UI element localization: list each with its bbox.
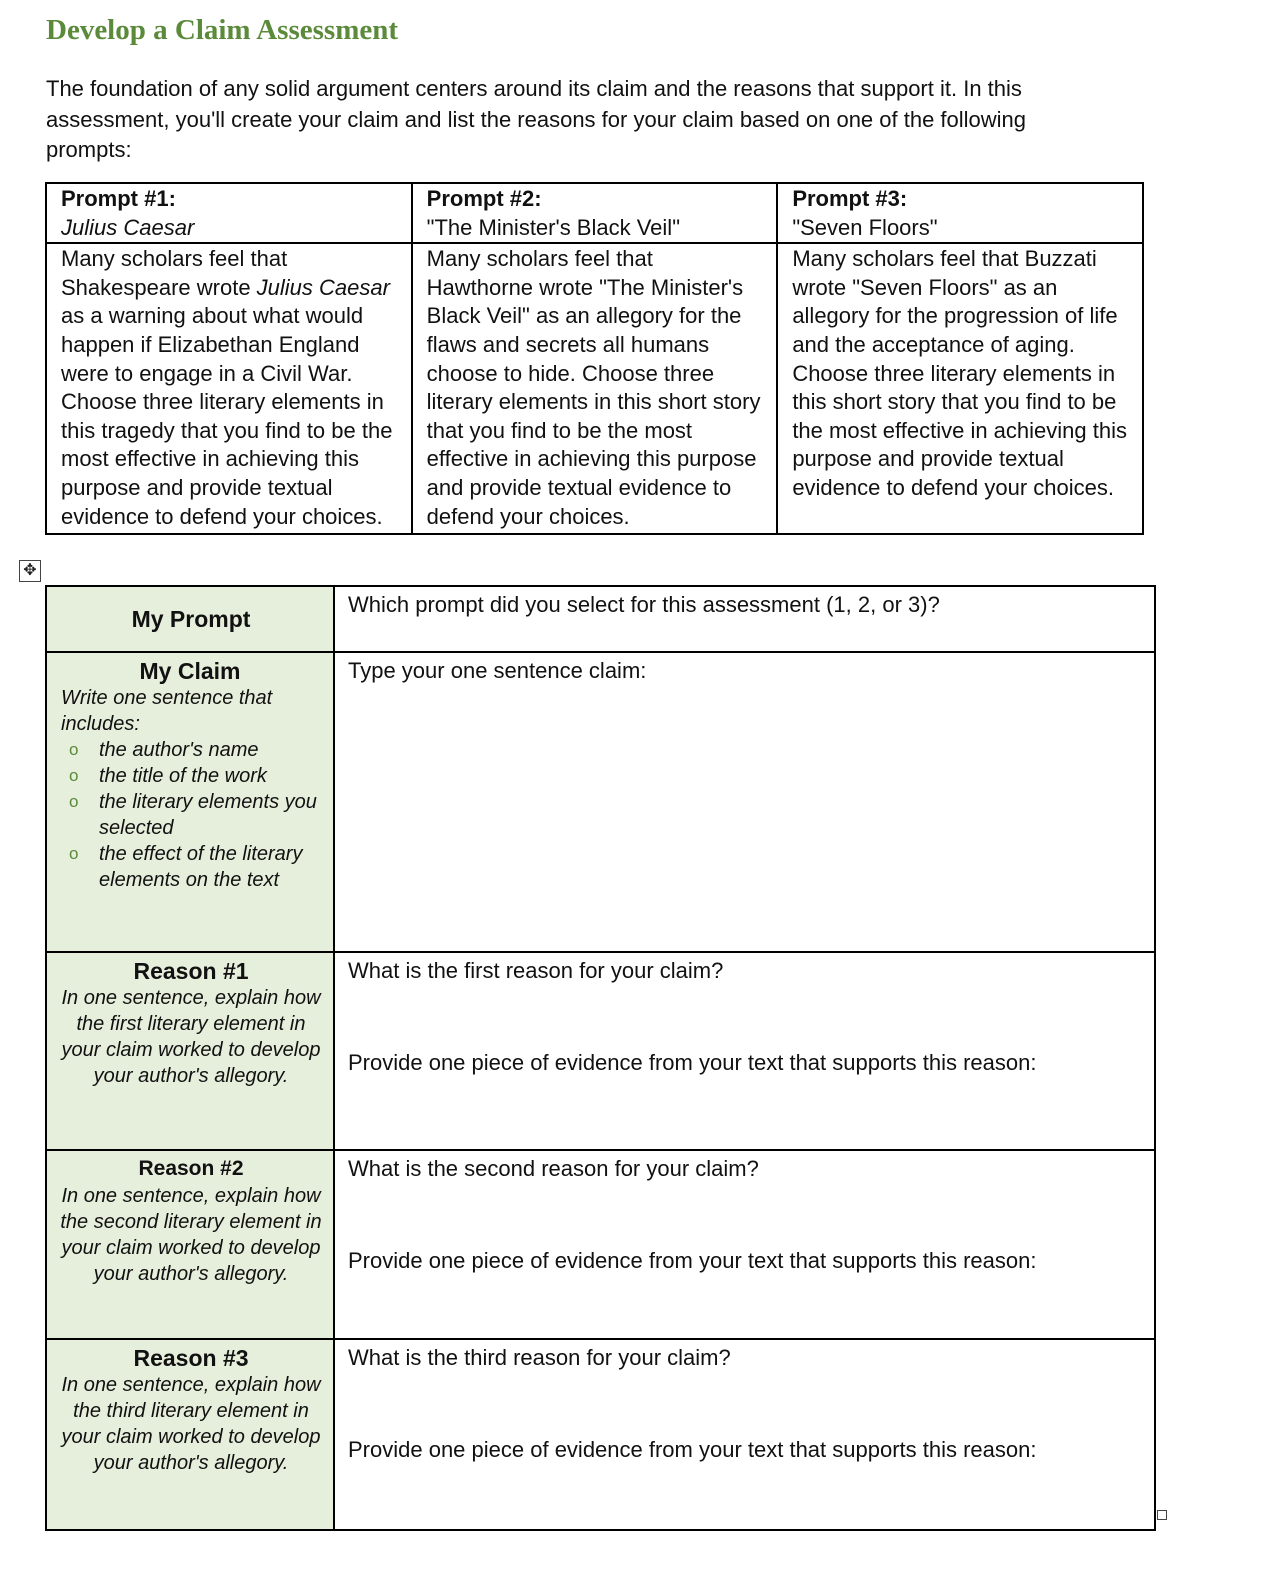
reason-3-evidence-prompt: Provide one piece of evidence from your text that supports this reason: bbox=[348, 1437, 1037, 1462]
reason-1-label: Reason #1 bbox=[133, 958, 249, 984]
reason-1-label-cell bbox=[46, 952, 334, 1150]
prompt-work-title: Julius Caesar bbox=[61, 214, 195, 240]
claim-requirements-list bbox=[59, 737, 323, 893]
reason-1-evidence-prompt: Provide one piece of evidence from your text that supports this reason: bbox=[348, 1050, 1037, 1075]
circle-bullet-icon: o bbox=[69, 740, 79, 759]
reason-2-evidence-prompt: Provide one piece of evidence from your text that supports this reason: bbox=[348, 1248, 1037, 1273]
reason-1-answer-field[interactable] bbox=[334, 952, 1155, 1150]
circle-bullet-icon: o bbox=[69, 792, 79, 811]
circle-bullet-icon: o bbox=[69, 844, 79, 863]
list-item: o the title of the work bbox=[69, 765, 267, 787]
list-item: o the literary elements you selected bbox=[69, 791, 317, 839]
reason-3-label: Reason #3 bbox=[133, 1345, 249, 1371]
my-claim-label-cell bbox=[46, 652, 334, 952]
prompt-label: Prompt #3: bbox=[792, 186, 908, 211]
table-resize-handle[interactable] bbox=[1157, 1510, 1167, 1520]
prompt-work-title: "The Minister's Black Veil" bbox=[426, 214, 680, 240]
my-prompt-question: Which prompt did you select for this assessment (1, 2, or 3)? bbox=[348, 592, 940, 617]
my-claim-answer-field[interactable] bbox=[334, 652, 1155, 952]
reason-2-label-cell bbox=[46, 1150, 334, 1339]
reason-3-answer-field[interactable] bbox=[334, 1339, 1155, 1530]
prompt-2-description: Many scholars feel that Hawthorne wrote "The Minister's Black Veil" as an allegory for the flaws and secrets all humans choose to hide. Choose three literary elements in this short story that you find to be the most effective in achieving this purpose and provide textual evidence to defend your choices. bbox=[412, 243, 778, 534]
prompt-2-header bbox=[412, 183, 778, 243]
reason-3-label-cell bbox=[46, 1339, 334, 1530]
page-title: Develop a Claim Assessment bbox=[46, 14, 399, 46]
my-prompt-label: My Prompt bbox=[131, 606, 251, 632]
prompt-label: Prompt #2: bbox=[426, 186, 542, 211]
circle-bullet-icon: o bbox=[69, 766, 79, 785]
my-claim-label: My Claim bbox=[139, 658, 241, 684]
my-claim-question: Type your one sentence claim: bbox=[348, 658, 647, 683]
reason-2-answer-field[interactable] bbox=[334, 1150, 1155, 1339]
prompt-1-description bbox=[46, 243, 412, 534]
list-item: o the author's name bbox=[69, 739, 259, 761]
prompt-desc-text: Many scholars feel that Shakespeare wrote bbox=[61, 246, 288, 300]
prompt-label: Prompt #1: bbox=[61, 186, 176, 211]
prompt-desc-text: as a warning about what would happen if Elizabethan England were to engage in a Civil War. Choose three literary elements in this tragedy that you find to be the most effective in achieving this purpose and provide textual evidence to defend your choices. bbox=[61, 303, 393, 529]
reason-3-desc: In one sentence, explain how the third literary element in your claim worked to develop your author's allegory. bbox=[61, 1374, 321, 1474]
reason-1-desc: In one sentence, explain how the first literary element in your claim worked to develop your author's allegory. bbox=[61, 987, 321, 1087]
prompt-work-title: "Seven Floors" bbox=[792, 214, 938, 240]
prompt-1-header bbox=[46, 183, 412, 243]
prompt-3-description: Many scholars feel that Buzzati wrote "Seven Floors" as an allegory for the progression of life and the acceptance of aging. Choose three literary elements in this short story that you find to be the most effective in achieving this purpose and provide textual evidence to defend your choices. bbox=[777, 243, 1143, 534]
intro-paragraph: The foundation of any solid argument centers around its claim and the reasons that support it. In this assessment, you'll create your claim and list the reasons for your claim based on one of the following prompts: bbox=[46, 76, 1027, 162]
reason-2-label: Reason #2 bbox=[138, 1157, 244, 1180]
my-prompt-label-cell bbox=[46, 586, 334, 652]
reason-3-question: What is the third reason for your claim? bbox=[348, 1345, 731, 1370]
list-item: o the effect of the literary elements on the text bbox=[69, 843, 303, 891]
table-move-handle-icon[interactable]: ✥ bbox=[19, 560, 41, 582]
prompts-table bbox=[45, 182, 1144, 535]
reason-2-question: What is the second reason for your claim? bbox=[348, 1156, 759, 1181]
prompt-3-header bbox=[777, 183, 1143, 243]
prompt-desc-work: Julius Caesar bbox=[256, 274, 390, 300]
my-claim-desc: Write one sentence that includes: bbox=[61, 687, 273, 735]
my-prompt-answer-field[interactable] bbox=[334, 586, 1155, 652]
assessment-table bbox=[45, 585, 1156, 1531]
reason-2-desc: In one sentence, explain how the second literary element in your claim worked to develop your author's allegory. bbox=[60, 1185, 322, 1285]
reason-1-question: What is the first reason for your claim? bbox=[348, 958, 724, 983]
